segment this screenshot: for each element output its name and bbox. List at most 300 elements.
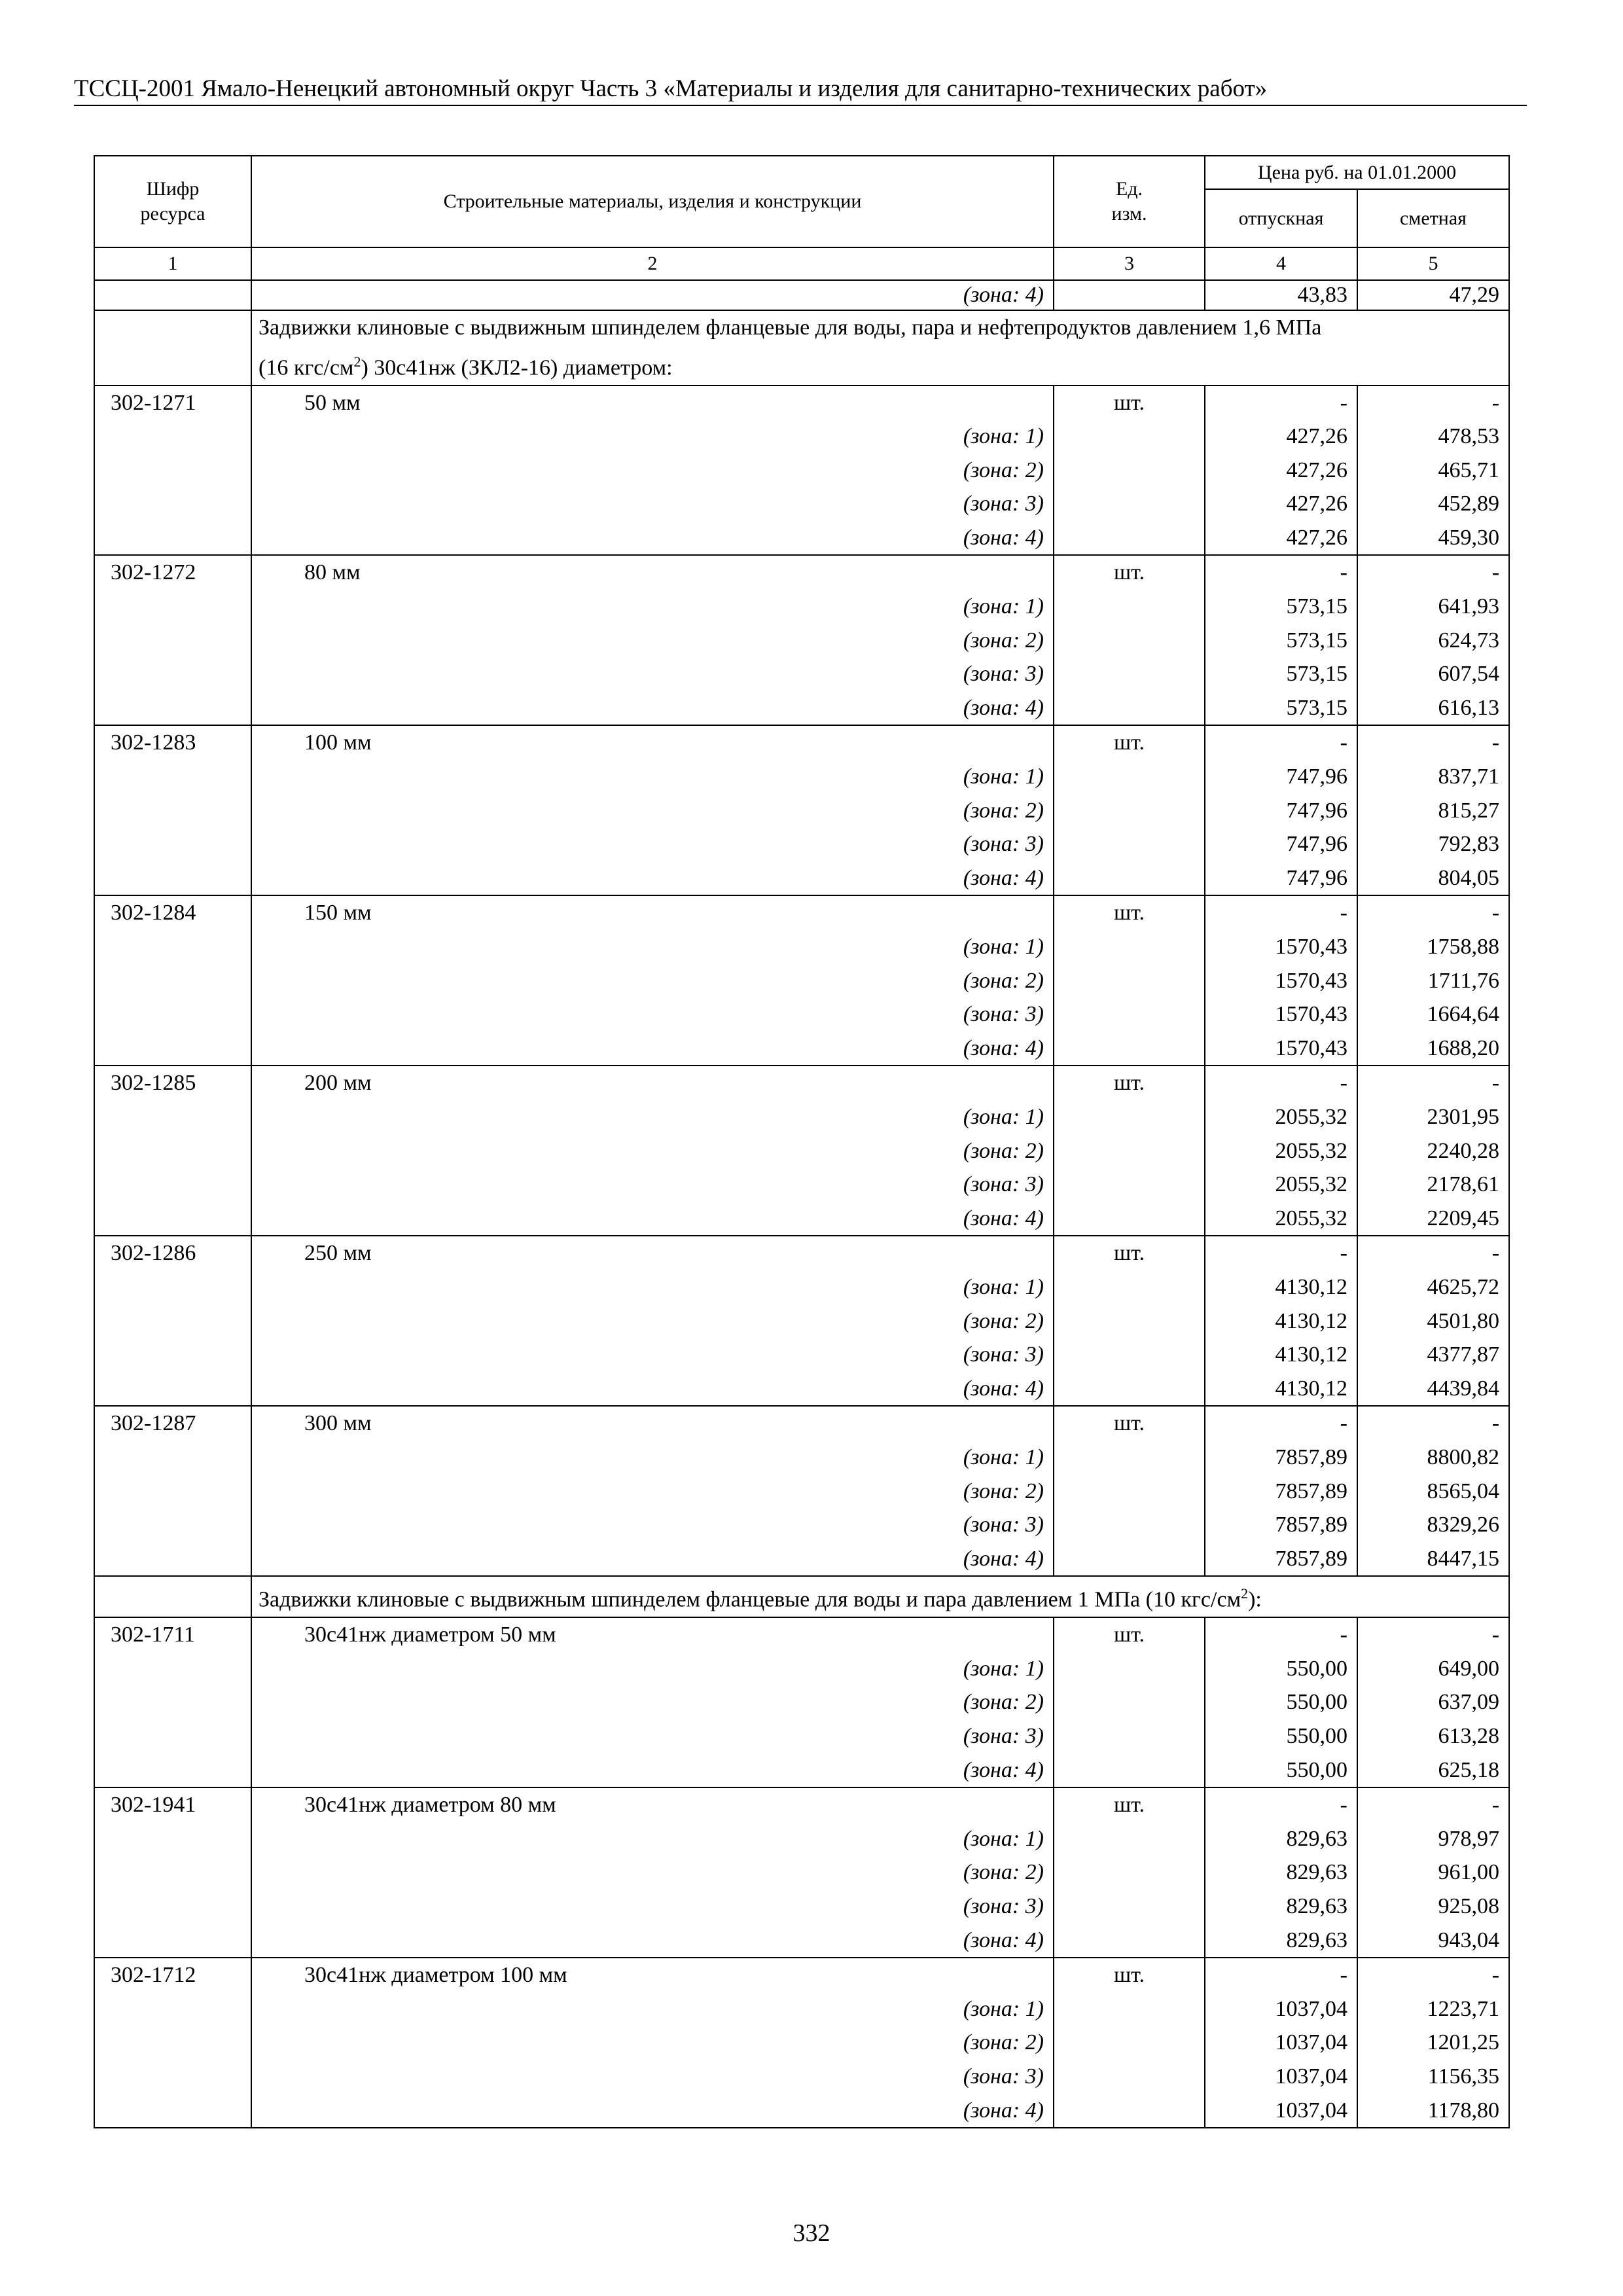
item-row [94, 895, 1509, 930]
zone-label: (зона: 2) [251, 1134, 1054, 1168]
table-cell [1054, 794, 1205, 828]
zone-row [94, 1542, 1509, 1577]
zone-row [94, 1031, 1509, 1066]
price-release: 1037,04 [1205, 2094, 1357, 2128]
table-cell [94, 1753, 251, 1788]
zone-label: (зона: 4) [251, 1202, 1054, 1236]
price-release: 43,83 [1205, 280, 1357, 310]
table-cell [94, 1576, 251, 1617]
zone-row [94, 794, 1509, 828]
zone-label: (зона: 2) [251, 1856, 1054, 1890]
item-name: 100 мм [251, 725, 1054, 760]
price-estimate: 1711,76 [1357, 964, 1509, 998]
table-cell [1054, 1719, 1205, 1753]
group-title-line1: Задвижки клиновые с выдвижным шпинделем фланцевые для воды, пара и нефтепродуктов давлением 1,6 МПа [259, 315, 1322, 340]
zone-row [94, 1890, 1509, 1924]
zone-row [94, 487, 1509, 521]
table-cell [94, 861, 251, 896]
table-cell [94, 1441, 251, 1475]
table-cell [1054, 1542, 1205, 1577]
zone-row [94, 1338, 1509, 1372]
price-estimate: 465,71 [1357, 454, 1509, 488]
col-number-1: 1 [94, 247, 251, 280]
table-header [94, 156, 1509, 280]
zone-label: (зона: 3) [251, 997, 1054, 1031]
price-release: 1037,04 [1205, 2060, 1357, 2094]
table-cell [94, 1822, 251, 1856]
group-title-1-section [94, 310, 1509, 386]
table-cell [1054, 691, 1205, 726]
price-release: 573,15 [1205, 624, 1357, 658]
item-row [94, 1617, 1509, 1652]
table-cell [1054, 1992, 1205, 2026]
col-code-header [94, 156, 251, 247]
carry-over-section [94, 280, 1509, 310]
price-estimate: 943,04 [1357, 1924, 1509, 1958]
table-cell [1054, 1134, 1205, 1168]
header-rule [74, 105, 1527, 106]
table-cell [94, 454, 251, 488]
price-release: 550,00 [1205, 1652, 1357, 1686]
carry-over-row [94, 280, 1509, 310]
table-cell [1054, 1822, 1205, 1856]
col-estimate-header: сметная [1357, 189, 1509, 247]
page-number: 332 [793, 2219, 830, 2247]
zone-label: (зона: 4) [251, 1753, 1054, 1788]
price-release: 7857,89 [1205, 1475, 1357, 1509]
table-cell [94, 1338, 251, 1372]
price-release: - [1205, 1958, 1357, 1992]
price-estimate: 2240,28 [1357, 1134, 1509, 1168]
table-cell [94, 310, 251, 386]
price-estimate: 616,13 [1357, 691, 1509, 726]
zone-row [94, 1719, 1509, 1753]
group-title-pre: Задвижки клиновые с выдвижным шпинделем фланцевые для воды и пара давлением 1 МПа (10 кгс/см [259, 1587, 1241, 1612]
group-title-line2-post: ) 30с41нж (ЗКЛ2-16) диаметром: [361, 355, 673, 380]
price-estimate: 4377,87 [1357, 1338, 1509, 1372]
table-cell [94, 1168, 251, 1202]
price-estimate: 2178,61 [1357, 1168, 1509, 1202]
item-name: 200 мм [251, 1066, 1054, 1100]
price-release: - [1205, 725, 1357, 760]
price-estimate: 8447,15 [1357, 1542, 1509, 1577]
item-name: 80 мм [251, 555, 1054, 590]
group-2-items [94, 1617, 1509, 2128]
resource-code: 302-1271 [94, 386, 251, 420]
price-release: 550,00 [1205, 1685, 1357, 1719]
price-estimate: 1223,71 [1357, 1992, 1509, 2026]
price-estimate: 478,53 [1357, 420, 1509, 454]
price-release: 829,63 [1205, 1822, 1357, 1856]
zone-label: (зона: 2) [251, 1475, 1054, 1509]
table-cell [1054, 2094, 1205, 2128]
table-cell [1054, 1270, 1205, 1304]
price-estimate: 1201,25 [1357, 2026, 1509, 2060]
zone-row [94, 1202, 1509, 1236]
zone-row [94, 1992, 1509, 2026]
item-name: 250 мм [251, 1236, 1054, 1270]
table-cell [1054, 454, 1205, 488]
zone-label: (зона: 2) [251, 1304, 1054, 1338]
unit: шт. [1054, 1066, 1205, 1100]
resource-code: 302-1712 [94, 1958, 251, 1992]
table-cell [94, 1508, 251, 1542]
zone-label: (зона: 2) [251, 454, 1054, 488]
price-release: - [1205, 386, 1357, 420]
price-release: 1570,43 [1205, 1031, 1357, 1066]
table-cell [1054, 521, 1205, 556]
zone-label: (зона: 4) [251, 1031, 1054, 1066]
zone-label: (зона: 1) [251, 1822, 1054, 1856]
item-name: 30с41нж диаметром 100 мм [251, 1958, 1054, 1992]
zone-label: (зона: 4) [251, 1372, 1054, 1407]
unit: шт. [1054, 1617, 1205, 1652]
table-cell [1054, 280, 1205, 310]
zone-row [94, 1441, 1509, 1475]
price-release: 1570,43 [1205, 930, 1357, 964]
table-cell [94, 691, 251, 726]
price-release: 1037,04 [1205, 2026, 1357, 2060]
price-estimate: 4501,80 [1357, 1304, 1509, 1338]
zone-label: (зона: 1) [251, 1270, 1054, 1304]
resource-code: 302-1941 [94, 1787, 251, 1822]
table-cell [1054, 657, 1205, 691]
price-estimate: - [1357, 1787, 1509, 1822]
price-release: 550,00 [1205, 1753, 1357, 1788]
zone-label: (зона: 4) [251, 861, 1054, 896]
group-title [251, 310, 1509, 386]
zone-label: (зона: 3) [251, 1890, 1054, 1924]
price-estimate: - [1357, 386, 1509, 420]
price-release: 2055,32 [1205, 1100, 1357, 1134]
unit: шт. [1054, 1958, 1205, 1992]
group-1-items [94, 386, 1509, 1577]
price-estimate: 1156,35 [1357, 2060, 1509, 2094]
price-table [94, 155, 1510, 2128]
table-cell [1054, 624, 1205, 658]
price-estimate: 837,71 [1357, 760, 1509, 794]
zone-label: (зона: 1) [251, 1992, 1054, 2026]
item-row [94, 1066, 1509, 1100]
price-release: 1570,43 [1205, 964, 1357, 998]
price-release: 2055,32 [1205, 1168, 1357, 1202]
table-cell [1054, 1890, 1205, 1924]
resource-code: 302-1285 [94, 1066, 251, 1100]
table-cell [1054, 420, 1205, 454]
zone-row [94, 1924, 1509, 1958]
zone-label: (зона: 4) [251, 280, 1054, 310]
group-title-post: ): [1248, 1587, 1262, 1612]
group-title-line2-pre: (16 кгс/см [259, 355, 354, 380]
col-number-2: 2 [251, 247, 1054, 280]
page-header: ТССЦ-2001 Ямало-Ненецкий автономный округ Часть 3 «Материалы и изделия для санитарно-технических работ» [74, 75, 1268, 102]
group-title-row [94, 1576, 1509, 1617]
zone-row [94, 1168, 1509, 1202]
price-estimate: 625,18 [1357, 1753, 1509, 1788]
zone-row [94, 1685, 1509, 1719]
price-estimate: 649,00 [1357, 1652, 1509, 1686]
price-release: 2055,32 [1205, 1134, 1357, 1168]
price-estimate: 8800,82 [1357, 1441, 1509, 1475]
zone-row [94, 861, 1509, 896]
price-estimate: - [1357, 1617, 1509, 1652]
table-cell [1054, 2060, 1205, 2094]
table-cell [94, 1542, 251, 1577]
table-cell [94, 1890, 251, 1924]
price-release: 573,15 [1205, 657, 1357, 691]
zone-row [94, 2026, 1509, 2060]
table-cell [94, 1304, 251, 1338]
zone-label: (зона: 4) [251, 1924, 1054, 1958]
zone-label: (зона: 3) [251, 827, 1054, 861]
unit: шт. [1054, 895, 1205, 930]
group-title-2-section [94, 1576, 1509, 1617]
price-release: 747,96 [1205, 861, 1357, 896]
table-cell [94, 1100, 251, 1134]
price-release: 7857,89 [1205, 1441, 1357, 1475]
item-name: 30с41нж диаметром 50 мм [251, 1617, 1054, 1652]
price-estimate: 961,00 [1357, 1856, 1509, 1890]
price-release: 7857,89 [1205, 1542, 1357, 1577]
zone-row [94, 827, 1509, 861]
zone-row [94, 420, 1509, 454]
price-release: 1037,04 [1205, 1992, 1357, 2026]
table-cell [94, 657, 251, 691]
price-release: 829,63 [1205, 1890, 1357, 1924]
price-release: 1570,43 [1205, 997, 1357, 1031]
price-estimate: - [1357, 725, 1509, 760]
price-release: 7857,89 [1205, 1508, 1357, 1542]
price-release: - [1205, 555, 1357, 590]
table-cell [1054, 1372, 1205, 1407]
unit: шт. [1054, 1236, 1205, 1270]
col-unit-label: Ед. изм. [1111, 178, 1147, 224]
table-cell [94, 1652, 251, 1686]
price-estimate: - [1357, 1236, 1509, 1270]
table-cell [1054, 827, 1205, 861]
zone-row [94, 2060, 1509, 2094]
price-release: 427,26 [1205, 420, 1357, 454]
table-cell [1054, 1441, 1205, 1475]
zone-row [94, 1134, 1509, 1168]
price-estimate: 8565,04 [1357, 1475, 1509, 1509]
resource-code: 302-1711 [94, 1617, 251, 1652]
price-estimate: - [1357, 895, 1509, 930]
col-price-group-header: Цена руб. на 01.01.2000 [1205, 156, 1509, 189]
table-cell [1054, 997, 1205, 1031]
table-cell [94, 1134, 251, 1168]
resource-code: 302-1283 [94, 725, 251, 760]
price-estimate: - [1357, 555, 1509, 590]
price-estimate: 641,93 [1357, 590, 1509, 624]
price-estimate: 978,97 [1357, 1822, 1509, 1856]
table-cell [94, 590, 251, 624]
table-cell [1054, 1924, 1205, 1958]
table-cell [1054, 2026, 1205, 2060]
price-estimate: 607,54 [1357, 657, 1509, 691]
table-cell [94, 997, 251, 1031]
unit: шт. [1054, 386, 1205, 420]
zone-row [94, 590, 1509, 624]
table-cell [94, 2060, 251, 2094]
zone-label: (зона: 3) [251, 1168, 1054, 1202]
price-estimate: 925,08 [1357, 1890, 1509, 1924]
price-release: - [1205, 1236, 1357, 1270]
table-cell [94, 1856, 251, 1890]
price-estimate: 2301,95 [1357, 1100, 1509, 1134]
price-release: 829,63 [1205, 1924, 1357, 1958]
price-release: 4130,12 [1205, 1304, 1357, 1338]
table-cell [94, 794, 251, 828]
price-estimate: 4625,72 [1357, 1270, 1509, 1304]
price-estimate: - [1357, 1958, 1509, 1992]
price-release: 427,26 [1205, 521, 1357, 556]
table-cell [1054, 861, 1205, 896]
price-estimate: 459,30 [1357, 521, 1509, 556]
price-release: 747,96 [1205, 827, 1357, 861]
zone-row [94, 454, 1509, 488]
price-release: 747,96 [1205, 760, 1357, 794]
zone-label: (зона: 2) [251, 624, 1054, 658]
zone-label: (зона: 1) [251, 1100, 1054, 1134]
item-name: 300 мм [251, 1406, 1054, 1441]
table-cell [94, 2026, 251, 2060]
zone-label: (зона: 4) [251, 521, 1054, 556]
zone-row [94, 964, 1509, 998]
resource-code: 302-1287 [94, 1406, 251, 1441]
price-estimate: - [1357, 1406, 1509, 1441]
table-cell [1054, 1338, 1205, 1372]
zone-row [94, 1100, 1509, 1134]
col-unit-header [1054, 156, 1205, 247]
col-number-5: 5 [1357, 247, 1509, 280]
item-row [94, 386, 1509, 420]
table-cell [94, 1202, 251, 1236]
col-release-header: отпускная [1205, 189, 1357, 247]
zone-label: (зона: 3) [251, 487, 1054, 521]
zone-row [94, 521, 1509, 556]
item-row [94, 725, 1509, 760]
zone-row [94, 1508, 1509, 1542]
resource-code: 302-1284 [94, 895, 251, 930]
zone-label: (зона: 3) [251, 657, 1054, 691]
zone-row [94, 1475, 1509, 1509]
table-cell [1054, 1475, 1205, 1509]
price-estimate: 637,09 [1357, 1685, 1509, 1719]
price-estimate: 8329,26 [1357, 1508, 1509, 1542]
price-release: 573,15 [1205, 590, 1357, 624]
zone-label: (зона: 1) [251, 1441, 1054, 1475]
table-cell [94, 964, 251, 998]
price-release: 427,26 [1205, 487, 1357, 521]
table-cell [1054, 1685, 1205, 1719]
item-row [94, 1787, 1509, 1822]
price-estimate: 804,05 [1357, 861, 1509, 896]
zone-label: (зона: 1) [251, 590, 1054, 624]
col-number-4: 4 [1205, 247, 1357, 280]
price-estimate: 613,28 [1357, 1719, 1509, 1753]
zone-row [94, 691, 1509, 726]
item-name: 150 мм [251, 895, 1054, 930]
price-release: - [1205, 1066, 1357, 1100]
price-estimate: 2209,45 [1357, 1202, 1509, 1236]
unit: шт. [1054, 555, 1205, 590]
zone-label: (зона: 3) [251, 1719, 1054, 1753]
zone-row [94, 1304, 1509, 1338]
price-release: 747,96 [1205, 794, 1357, 828]
table-cell [1054, 964, 1205, 998]
resource-code: 302-1286 [94, 1236, 251, 1270]
table-cell [1054, 1100, 1205, 1134]
group-title-row [94, 310, 1509, 386]
zone-label: (зона: 2) [251, 1685, 1054, 1719]
table-cell [1054, 1202, 1205, 1236]
zone-label: (зона: 4) [251, 2094, 1054, 2128]
group-title-sup: 2 [1241, 1585, 1249, 1602]
table-cell [94, 1372, 251, 1407]
zone-label: (зона: 4) [251, 1542, 1054, 1577]
price-release: 427,26 [1205, 454, 1357, 488]
resource-code: 302-1272 [94, 555, 251, 590]
price-estimate: 47,29 [1357, 280, 1509, 310]
table-cell [94, 827, 251, 861]
price-estimate: 624,73 [1357, 624, 1509, 658]
table-cell [94, 1270, 251, 1304]
item-row [94, 555, 1509, 590]
table-cell [94, 1475, 251, 1509]
item-row [94, 1236, 1509, 1270]
table-cell [94, 1719, 251, 1753]
unit: шт. [1054, 1406, 1205, 1441]
zone-row [94, 1270, 1509, 1304]
zone-row [94, 997, 1509, 1031]
zone-label: (зона: 1) [251, 420, 1054, 454]
table-cell [1054, 930, 1205, 964]
zone-label: (зона: 2) [251, 2026, 1054, 2060]
price-release: - [1205, 1617, 1357, 1652]
zone-label: (зона: 1) [251, 760, 1054, 794]
table-cell [94, 760, 251, 794]
group-title-sup: 2 [353, 353, 361, 370]
table-cell [1054, 1856, 1205, 1890]
table-cell [1054, 1753, 1205, 1788]
table-cell [94, 1924, 251, 1958]
zone-row [94, 2094, 1509, 2128]
table-cell [94, 624, 251, 658]
zone-row [94, 1753, 1509, 1788]
price-release: 4130,12 [1205, 1270, 1357, 1304]
zone-row [94, 1372, 1509, 1407]
table-cell [1054, 590, 1205, 624]
price-estimate: - [1357, 1066, 1509, 1100]
price-release: - [1205, 1787, 1357, 1822]
zone-row [94, 657, 1509, 691]
table-cell [1054, 1652, 1205, 1686]
zone-label: (зона: 1) [251, 1652, 1054, 1686]
price-estimate: 815,27 [1357, 794, 1509, 828]
table-cell [94, 280, 251, 310]
zone-label: (зона: 1) [251, 930, 1054, 964]
price-estimate: 1688,20 [1357, 1031, 1509, 1066]
table-cell [1054, 760, 1205, 794]
price-estimate: 792,83 [1357, 827, 1509, 861]
table-cell [94, 1031, 251, 1066]
price-release: 2055,32 [1205, 1202, 1357, 1236]
col-name-header: Строительные материалы, изделия и конструкции [251, 156, 1054, 247]
unit: шт. [1054, 1787, 1205, 1822]
table-cell [1054, 487, 1205, 521]
price-release: 4130,12 [1205, 1372, 1357, 1407]
